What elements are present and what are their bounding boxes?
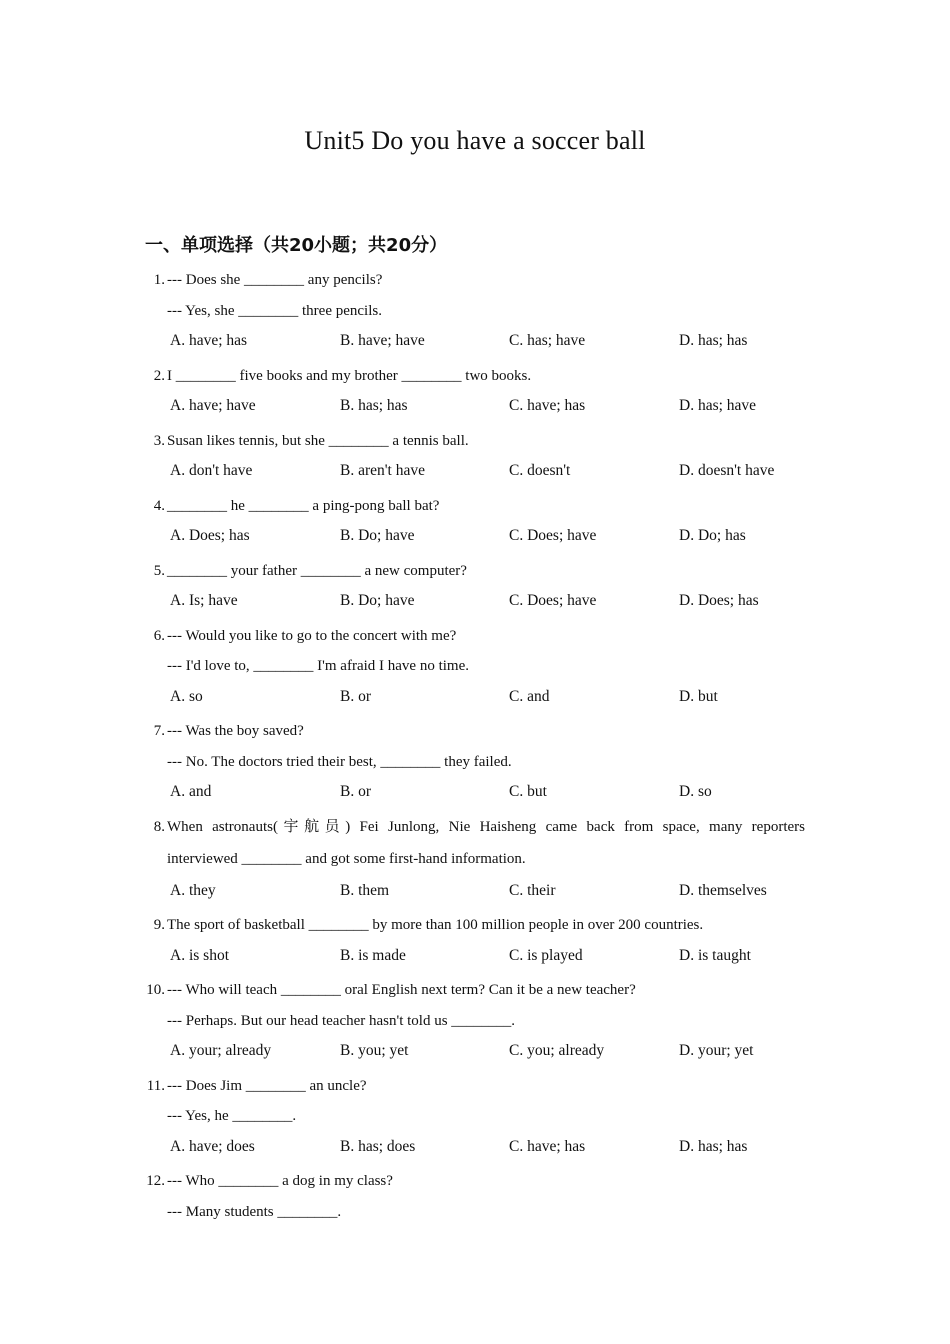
option-c[interactable]: C. you; already (509, 1042, 605, 1059)
answer-options (0, 1134, 950, 1165)
option-a[interactable]: A. so (170, 687, 203, 705)
option-b[interactable]: B. Do; have (340, 592, 415, 609)
question-line (0, 653, 950, 684)
option-a[interactable]: A. your; already (170, 1042, 272, 1059)
question-text: --- Was the boy saved? (167, 723, 304, 739)
option-a[interactable]: A. Does; has (170, 527, 250, 544)
option-b[interactable]: B. aren't have (340, 462, 425, 479)
option-d[interactable]: D. doesn't have (679, 462, 775, 479)
option-a[interactable]: A. and (170, 783, 212, 800)
option-b[interactable]: B. or (340, 687, 371, 705)
option-b[interactable]: B. is made (340, 946, 406, 964)
question-line (0, 298, 950, 329)
question-text: Susan likes tennis, but she ________ a tennis ball. (167, 432, 469, 449)
answer-options (0, 328, 950, 359)
question-number: 7. (153, 723, 165, 739)
page-title: Unit5 Do you have a soccer ball (304, 126, 646, 155)
option-d[interactable]: D. but (679, 687, 718, 705)
question-text: I ________ five books and my brother ________ two books. (167, 367, 532, 384)
question-line (0, 1008, 950, 1039)
question-spacer (0, 1229, 950, 1233)
question-line (0, 558, 950, 589)
option-c[interactable]: C. has; have (509, 332, 586, 349)
question-number: 9. (153, 917, 165, 933)
option-a[interactable]: A. is shot (170, 946, 229, 964)
option-b[interactable]: B. you; yet (340, 1042, 409, 1059)
question-line (0, 1168, 950, 1199)
question-number: 1. (153, 272, 165, 288)
question-6 (0, 623, 950, 719)
question-line (0, 493, 950, 524)
answer-options (0, 779, 950, 810)
question-number: 6. (153, 627, 165, 644)
option-a[interactable]: A. they (170, 881, 216, 899)
question-number: 11. (146, 1077, 165, 1094)
question-4 (0, 493, 950, 558)
option-c[interactable]: C. their (509, 881, 556, 899)
question-line (0, 846, 950, 878)
question-number: 10. (146, 982, 165, 998)
option-c[interactable]: C. have; has (509, 397, 586, 414)
question-line (0, 623, 950, 654)
question-number: 8. (153, 818, 165, 835)
question-number: 4. (153, 497, 165, 514)
question-8 (0, 814, 950, 913)
option-d[interactable]: D. your; yet (679, 1042, 754, 1059)
question-line (0, 977, 950, 1008)
option-d[interactable]: D. has; has (679, 332, 748, 349)
question-text: --- Yes, he ________. (167, 1108, 297, 1124)
question-number: 5. (153, 562, 165, 579)
question-number: 12. (146, 1173, 165, 1189)
question-text: --- Many students ________. (167, 1203, 342, 1220)
option-c[interactable]: C. doesn't (509, 462, 571, 479)
option-c[interactable]: C. have; has (509, 1137, 586, 1155)
question-text: --- I'd love to, ________ I'm afraid I have no time. (167, 658, 469, 674)
answer-options (0, 684, 950, 715)
option-d[interactable]: D. has; has (679, 1137, 748, 1155)
option-b[interactable]: B. have; have (340, 332, 425, 349)
question-7 (0, 718, 950, 814)
question-line (0, 912, 950, 943)
question-line (0, 1073, 950, 1104)
option-a[interactable]: A. don't have (170, 462, 253, 479)
question-1 (0, 267, 950, 363)
question-text: --- No. The doctors tried their best, ________ they failed. (167, 753, 512, 770)
answer-options (0, 878, 950, 909)
option-a[interactable]: A. have; does (170, 1137, 255, 1155)
question-line (0, 428, 950, 459)
option-b[interactable]: B. has; has (340, 397, 408, 414)
question-list (0, 267, 950, 1233)
question-2 (0, 363, 950, 428)
answer-options (0, 523, 950, 554)
question-text: --- Does she ________ any pencils? (167, 272, 383, 288)
question-text: --- Yes, she ________ three pencils. (167, 302, 382, 319)
option-a[interactable]: A. have; have (170, 397, 256, 414)
question-text: --- Would you like to go to the concert with me? (167, 627, 457, 644)
answer-options (0, 943, 950, 974)
option-b[interactable]: B. them (340, 881, 390, 899)
answer-options (0, 588, 950, 619)
answer-options (0, 1038, 950, 1069)
question-11 (0, 1073, 950, 1169)
question-9 (0, 912, 950, 977)
option-c[interactable]: C. and (509, 687, 550, 705)
question-line (0, 267, 950, 298)
question-line (0, 749, 950, 780)
question-number: 2. (153, 367, 165, 384)
question-line (0, 1199, 950, 1230)
option-d[interactable]: D. is taught (679, 946, 751, 964)
question-12 (0, 1168, 950, 1233)
option-c[interactable]: C. Does; have (509, 527, 597, 544)
question-text: --- Who will teach ________ oral English next term? Can it be a new teacher? (167, 982, 636, 998)
question-number: 3. (153, 432, 165, 449)
option-d[interactable]: D. so (679, 783, 712, 800)
answer-options (0, 458, 950, 489)
option-b[interactable]: B. Do; have (340, 527, 415, 544)
question-line (0, 1103, 950, 1134)
option-a[interactable]: A. Is; have (170, 592, 238, 609)
option-c[interactable]: C. but (509, 783, 547, 800)
question-text: interviewed ________ and got some first-hand information. (167, 850, 526, 867)
question-line (0, 363, 950, 394)
question-5 (0, 558, 950, 623)
option-a[interactable]: A. have; has (170, 332, 248, 349)
question-text: --- Does Jim ________ an uncle? (167, 1077, 367, 1094)
question-3 (0, 428, 950, 493)
question-text: ________ he ________ a ping-pong ball bat? (167, 497, 440, 514)
question-text: ________ your father ________ a new computer? (167, 562, 467, 579)
question-text: --- Perhaps. But our head teacher hasn't told us ________. (167, 1012, 516, 1029)
question-text: --- Who ________ a dog in my class? (167, 1173, 393, 1189)
option-b[interactable]: B. has; does (340, 1137, 416, 1155)
option-d[interactable]: D. themselves (679, 881, 767, 899)
question-line (0, 718, 950, 749)
option-b[interactable]: B. or (340, 783, 371, 800)
question-10 (0, 977, 950, 1073)
option-d[interactable]: D. Does; has (679, 592, 759, 609)
answer-options (0, 393, 950, 424)
section-heading: 一、单项选择（共20小题；共20分） (145, 235, 448, 256)
question-line (0, 814, 950, 846)
option-c[interactable]: C. is played (509, 946, 583, 964)
option-d[interactable]: D. has; have (679, 397, 757, 414)
question-text: The sport of basketball ________ by more than 100 million people in over 200 countries. (167, 917, 704, 933)
question-text: When astronauts(宇航员) Fei Junlong, Nie Haisheng came back from space, many reporters (167, 818, 805, 835)
option-d[interactable]: D. Do; has (679, 527, 746, 544)
option-c[interactable]: C. Does; have (509, 592, 597, 609)
